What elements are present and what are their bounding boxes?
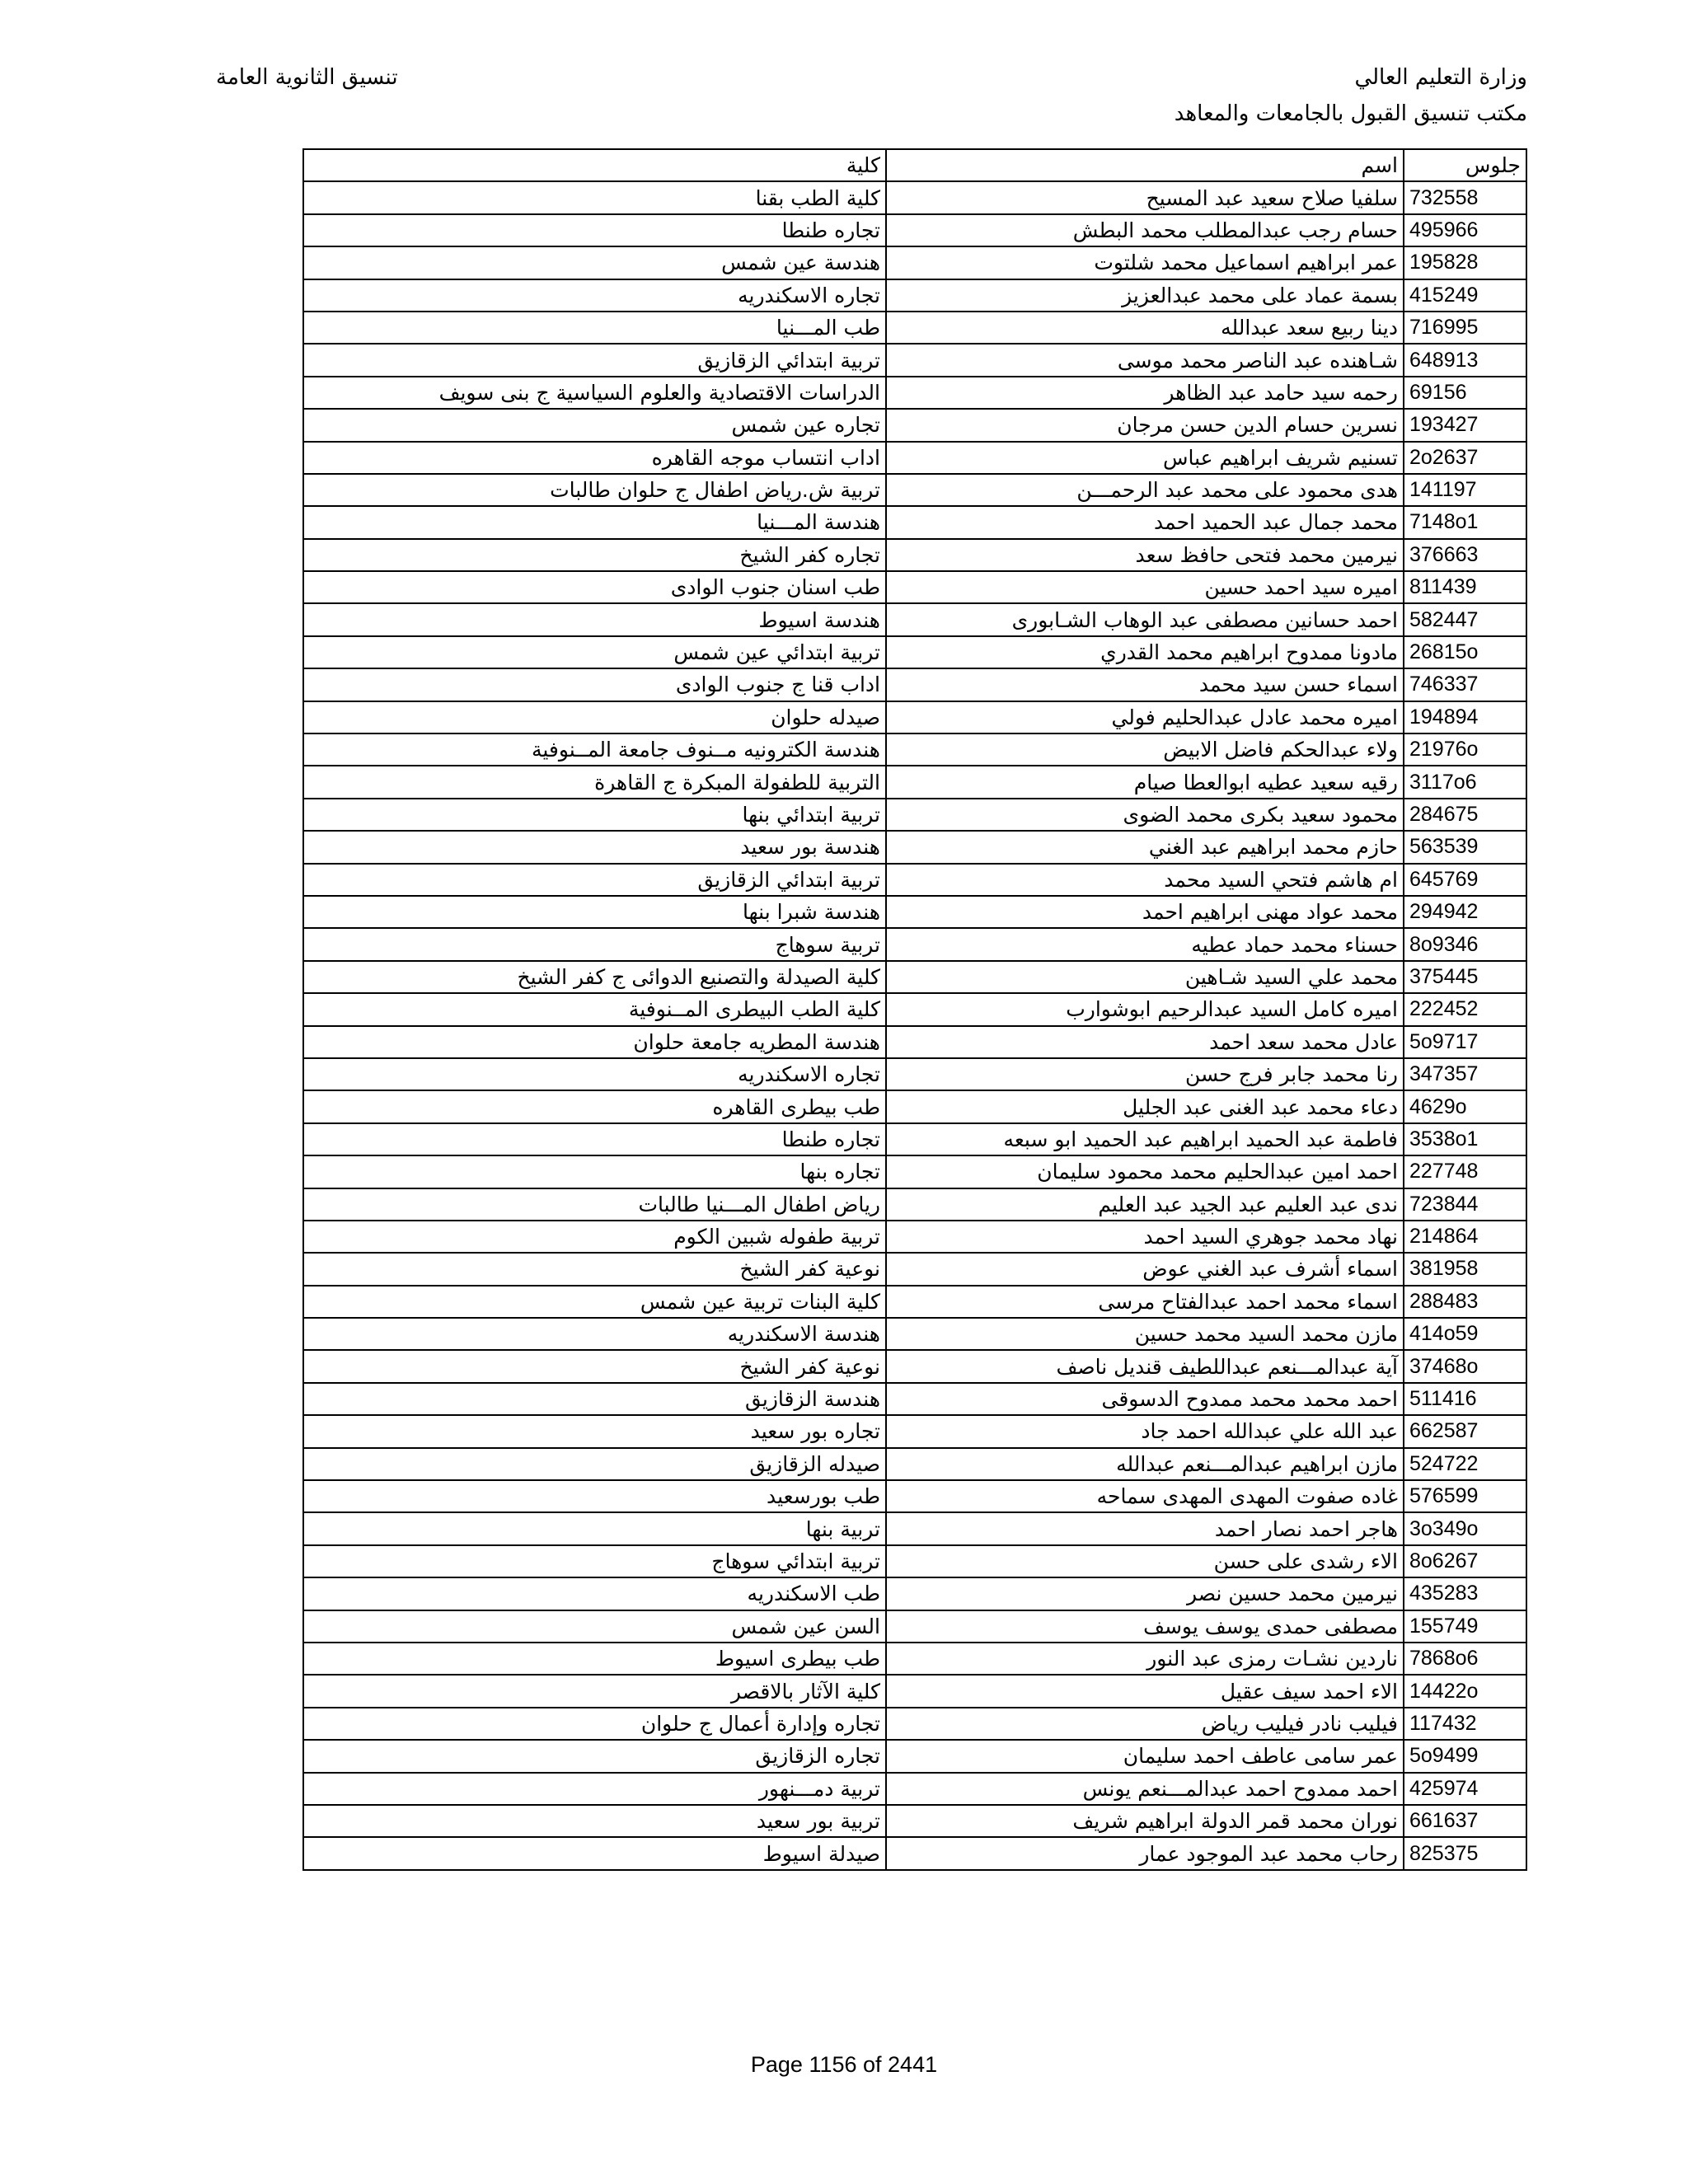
college-cell: رياض اطفال المـــنيا طالبات — [303, 1188, 886, 1221]
college-cell: صيدلة اسيوط — [303, 1837, 886, 1869]
college-cell: هندسة اسيوط — [303, 603, 886, 635]
seat-number-cell: 141197 — [1404, 474, 1526, 506]
college-cell: تجاره الاسكندريه — [303, 1058, 886, 1090]
seat-number-cell: 193427 — [1404, 409, 1526, 441]
student-name-cell: ناردين نشـات رمزى عبد النور — [886, 1643, 1404, 1675]
seat-number-cell: 375445 — [1404, 961, 1526, 993]
college-cell: هندسة بور سعيد — [303, 831, 886, 863]
page-number: Page 1156 of 2441 — [750, 2052, 938, 2077]
student-name-cell: محمد جمال عبد الحميد احمد — [886, 506, 1404, 538]
college-cell: تربية دمـــنهور — [303, 1773, 886, 1805]
student-name-cell: فيليب نادر فيليب رياض — [886, 1708, 1404, 1740]
college-cell: تربية ابتدائي الزقازيق — [303, 344, 886, 376]
college-cell: تجاره عين شمس — [303, 409, 886, 441]
student-name-cell: رنا محمد جابر فرج حسن — [886, 1058, 1404, 1090]
student-name-cell: دعاء محمد عبد الغنى عبد الجليل — [886, 1090, 1404, 1122]
college-cell: تربية ابتدائي الزقازيق — [303, 864, 886, 896]
college-cell: تجاره الاسكندريه — [303, 279, 886, 312]
table-row — [303, 1350, 1526, 1382]
seat-number-cell: 222452 — [1404, 993, 1526, 1025]
college-cell: هندسة المـــنيا — [303, 506, 886, 538]
student-name-cell: رحمه سيد حامد عبد الظاهر — [886, 377, 1404, 409]
table-row — [303, 279, 1526, 312]
seat-number-cell: 495966 — [1404, 214, 1526, 246]
student-name-cell: الاء احمد سيف عقيل — [886, 1675, 1404, 1707]
college-cell: طب بيطرى القاهره — [303, 1090, 886, 1122]
seat-number-cell: 425974 — [1404, 1773, 1526, 1805]
seat-number-cell: 5o9499 — [1404, 1740, 1526, 1772]
college-cell: صيدله حلوان — [303, 701, 886, 733]
college-cell: السن عين شمس — [303, 1610, 886, 1643]
seat-number-cell: 415249 — [1404, 279, 1526, 312]
college-cell: تربية ابتدائي عين شمس — [303, 636, 886, 668]
college-cell: اداب انتساب موجه القاهره — [303, 442, 886, 474]
student-name-cell: شـاهنده عبد الناصر محمد موسى — [886, 344, 1404, 376]
program-title: تنسيق الثانوية العامة — [216, 65, 398, 90]
seat-number-cell: 645769 — [1404, 864, 1526, 896]
table-row — [303, 1090, 1526, 1122]
seat-number-cell: 582447 — [1404, 603, 1526, 635]
college-cell: هندسة عين شمس — [303, 246, 886, 279]
student-name-cell: نسرين حسام الدين حسن مرجان — [886, 409, 1404, 441]
table-row — [303, 506, 1526, 538]
college-cell: تربية ابتدائي بنها — [303, 799, 886, 831]
seat-number-cell: 37468o — [1404, 1350, 1526, 1382]
ministry-title: وزارة التعليم العالي — [1354, 65, 1527, 90]
college-cell: طب المـــنيا — [303, 312, 886, 344]
header-ministry-block — [1175, 59, 1527, 132]
student-name-cell: تسنيم شريف ابراهيم عباس — [886, 442, 1404, 474]
seat-number-cell: 117432 — [1404, 1708, 1526, 1740]
seat-number-cell: 376663 — [1404, 539, 1526, 571]
seat-number-cell: 288483 — [1404, 1286, 1526, 1318]
table-row — [303, 409, 1526, 441]
student-name-cell: عمر سامى عاطف احمد سليمان — [886, 1740, 1404, 1772]
college-cell: طب الاسكندريه — [303, 1577, 886, 1610]
table-row — [303, 701, 1526, 733]
student-name-cell: رقيه سعيد عطيه ابوالعطا صيام — [886, 766, 1404, 798]
table-row — [303, 1188, 1526, 1221]
table-row — [303, 1837, 1526, 1869]
student-name-cell: ندى عبد العليم عبد الجيد عبد العليم — [886, 1188, 1404, 1221]
student-name-cell: نيرمين محمد فتحى حافظ سعد — [886, 539, 1404, 571]
table-row — [303, 312, 1526, 344]
student-name-cell: آية عبدالمـــنعم عبداللطيف قنديل ناصف — [886, 1350, 1404, 1382]
seat-number-cell: 4629o — [1404, 1090, 1526, 1122]
table-row — [303, 864, 1526, 896]
table-row — [303, 1155, 1526, 1188]
table-row — [303, 1221, 1526, 1253]
college-cell: اداب قنا ج جنوب الوادى — [303, 668, 886, 701]
table-row — [303, 1773, 1526, 1805]
column-header-name: اسم — [886, 149, 1404, 181]
college-cell: كلية الطب البيطرى المــنوفية — [303, 993, 886, 1025]
table-row — [303, 1026, 1526, 1058]
seat-number-cell: 746337 — [1404, 668, 1526, 701]
seat-number-cell: 381958 — [1404, 1253, 1526, 1285]
column-header-college: كلية — [303, 149, 886, 181]
college-cell: تجاره طنطا — [303, 214, 886, 246]
seat-number-cell: 5o9717 — [1404, 1026, 1526, 1058]
table-row — [303, 1286, 1526, 1318]
college-cell: التربية للطفولة المبكرة ج القاهرة — [303, 766, 886, 798]
student-name-cell: سلفيا صلاح سعيد عبد المسيح — [886, 181, 1404, 213]
college-cell: نوعية كفر الشيخ — [303, 1350, 886, 1382]
student-name-cell: هدى محمود على محمد عبد الرحمـــن — [886, 474, 1404, 506]
seat-number-cell: 3o349o — [1404, 1512, 1526, 1544]
table-row — [303, 1545, 1526, 1577]
college-cell: تربية سوهاج — [303, 928, 886, 960]
student-name-cell: عادل محمد سعد احمد — [886, 1026, 1404, 1058]
seat-number-cell: 69156 — [1404, 377, 1526, 409]
college-cell: تجاره كفر الشيخ — [303, 539, 886, 571]
college-cell: طب بيطرى اسيوط — [303, 1643, 886, 1675]
seat-number-cell: 294942 — [1404, 896, 1526, 928]
table-row — [303, 539, 1526, 571]
table-row — [303, 603, 1526, 635]
table-row — [303, 1512, 1526, 1544]
student-name-cell: اسماء محمد احمد عبدالفتاح مرسى — [886, 1286, 1404, 1318]
seat-number-cell: 7148o1 — [1404, 506, 1526, 538]
student-name-cell: احمد حسانين مصطفى عبد الوهاب الشـابورى — [886, 603, 1404, 635]
seat-number-cell: 8o9346 — [1404, 928, 1526, 960]
seat-number-cell: 227748 — [1404, 1155, 1526, 1188]
student-name-cell: بسمة عماد على محمد عبدالعزيز — [886, 279, 1404, 312]
table-row — [303, 1448, 1526, 1480]
seat-number-cell: 214864 — [1404, 1221, 1526, 1253]
student-name-cell: نيرمين محمد حسين نصر — [886, 1577, 1404, 1610]
table-row — [303, 442, 1526, 474]
student-name-cell: الاء رشدى على حسن — [886, 1545, 1404, 1577]
seat-number-cell: 414o59 — [1404, 1318, 1526, 1350]
table-row — [303, 1253, 1526, 1285]
student-name-cell: ولاء عبدالحكم فاضل الابيض — [886, 733, 1404, 766]
table-row — [303, 571, 1526, 603]
seat-number-cell: 195828 — [1404, 246, 1526, 279]
seat-number-cell: 3538o1 — [1404, 1123, 1526, 1155]
table-row — [303, 1383, 1526, 1415]
student-name-cell: حازم محمد ابراهيم عبد الغني — [886, 831, 1404, 863]
seat-number-cell: 155749 — [1404, 1610, 1526, 1643]
student-name-cell: غاده صفوت المهدى المهدى سماحه — [886, 1480, 1404, 1512]
college-cell: هندسة المطريه جامعة حلوان — [303, 1026, 886, 1058]
table-row — [303, 1610, 1526, 1643]
table-row — [303, 636, 1526, 668]
seat-number-cell: 26815o — [1404, 636, 1526, 668]
table-row — [303, 799, 1526, 831]
student-name-cell: ام هاشم فتحي السيد محمد — [886, 864, 1404, 896]
seat-number-cell: 21976o — [1404, 733, 1526, 766]
student-name-cell: اسماء حسن سيد محمد — [886, 668, 1404, 701]
seat-number-cell: 661637 — [1404, 1805, 1526, 1837]
table-row — [303, 246, 1526, 279]
student-name-cell: هاجر احمد نصار احمد — [886, 1512, 1404, 1544]
seat-number-cell: 3117o6 — [1404, 766, 1526, 798]
college-cell: كلية الطب بقنا — [303, 181, 886, 213]
college-cell: تجاره بور سعيد — [303, 1415, 886, 1447]
table-row — [303, 1058, 1526, 1090]
student-name-cell: نوران محمد قمر الدولة ابراهيم شريف — [886, 1805, 1404, 1837]
student-name-cell: محمود سعيد بكرى محمد الضوى — [886, 799, 1404, 831]
college-cell: صيدله الزقازيق — [303, 1448, 886, 1480]
college-cell: نوعية كفر الشيخ — [303, 1253, 886, 1285]
seat-number-cell: 14422o — [1404, 1675, 1526, 1707]
college-cell: كلية الصيدلة والتصنيع الدوائى ج كفر الشيخ — [303, 961, 886, 993]
table-row — [303, 474, 1526, 506]
student-name-cell: احمد امين عبدالحليم محمد محمود سليمان — [886, 1155, 1404, 1188]
college-cell: تربية ش.رياض اطفال ج حلوان طالبات — [303, 474, 886, 506]
student-name-cell: محمد علي السيد شـاهين — [886, 961, 1404, 993]
table-row — [303, 1415, 1526, 1447]
table-row — [303, 896, 1526, 928]
table-row — [303, 377, 1526, 409]
seat-number-cell: 576599 — [1404, 1480, 1526, 1512]
student-name-cell: رحاب محمد عبد الموجود عمار — [886, 1837, 1404, 1869]
seat-number-cell: 2o2637 — [1404, 442, 1526, 474]
college-cell: تربية بنها — [303, 1512, 886, 1544]
seat-number-cell: 7868o6 — [1404, 1643, 1526, 1675]
student-name-cell: نهاد محمد جوهري السيد احمد — [886, 1221, 1404, 1253]
college-cell: هندسة الاسكندريه — [303, 1318, 886, 1350]
college-cell: تربية بور سعيد — [303, 1805, 886, 1837]
student-name-cell: احمد ممدوح احمد عبدالمـــنعم يونس — [886, 1773, 1404, 1805]
student-name-cell: عمر ابراهيم اسماعيل محمد شلتوت — [886, 246, 1404, 279]
table-row — [303, 1643, 1526, 1675]
table-row — [303, 1740, 1526, 1772]
seat-number-cell: 284675 — [1404, 799, 1526, 831]
seat-number-cell: 825375 — [1404, 1837, 1526, 1869]
student-name-cell: مصطفى حمدى يوسف يوسف — [886, 1610, 1404, 1643]
college-cell: تجاره الزقازيق — [303, 1740, 886, 1772]
student-name-cell: فاطمة عبد الحميد ابراهيم عبد الحميد ابو سبعه — [886, 1123, 1404, 1155]
college-cell: تجاره بنها — [303, 1155, 886, 1188]
seat-number-cell: 8o6267 — [1404, 1545, 1526, 1577]
seat-number-cell: 194894 — [1404, 701, 1526, 733]
seat-number-cell: 662587 — [1404, 1415, 1526, 1447]
table-row — [303, 1577, 1526, 1610]
seat-number-cell: 723844 — [1404, 1188, 1526, 1221]
table-header-row — [303, 149, 1526, 181]
college-cell: تربية ابتدائي سوهاج — [303, 1545, 886, 1577]
table-row — [303, 928, 1526, 960]
college-cell: هندسة شبرا بنها — [303, 896, 886, 928]
student-name-cell: حسام رجب عبدالمطلب محمد البطش — [886, 214, 1404, 246]
table-row — [303, 668, 1526, 701]
student-name-cell: احمد محمد محمد ممدوح الدسوقى — [886, 1383, 1404, 1415]
table-row — [303, 733, 1526, 766]
table-row — [303, 961, 1526, 993]
table-row — [303, 1123, 1526, 1155]
college-cell: هندسة الزقازيق — [303, 1383, 886, 1415]
student-name-cell: مازن ابراهيم عبدالمـــنعم عبدالله — [886, 1448, 1404, 1480]
seat-number-cell: 648913 — [1404, 344, 1526, 376]
college-cell: هندسة الكترونيه مــنوف جامعة المــنوفية — [303, 733, 886, 766]
table-body — [303, 149, 1526, 1870]
college-cell: الدراسات الاقتصادية والعلوم السياسية ج بنى سويف — [303, 377, 886, 409]
student-name-cell: مادونا ممدوح ابراهيم محمد القدري — [886, 636, 1404, 668]
student-name-cell: اميره كامل السيد عبدالرحيم ابوشوارب — [886, 993, 1404, 1025]
student-name-cell: اسماء أشرف عبد الغني عوض — [886, 1253, 1404, 1285]
college-cell: كلية البنات تربية عين شمس — [303, 1286, 886, 1318]
column-header-seat: جلوس — [1404, 149, 1526, 181]
table-row — [303, 1675, 1526, 1707]
table-row — [303, 766, 1526, 798]
seat-number-cell: 732558 — [1404, 181, 1526, 213]
student-name-cell: اميره محمد عادل عبدالحليم فولي — [886, 701, 1404, 733]
table-row — [303, 1480, 1526, 1512]
table-row — [303, 181, 1526, 213]
student-name-cell: محمد عواد مهنى ابراهيم احمد — [886, 896, 1404, 928]
seat-number-cell: 811439 — [1404, 571, 1526, 603]
college-cell: طب بورسعيد — [303, 1480, 886, 1512]
table-row — [303, 831, 1526, 863]
office-title: مكتب تنسيق القبول بالجامعات والمعاهد — [1174, 101, 1527, 126]
college-cell: تجاره وإدارة أعمال ج حلوان — [303, 1708, 886, 1740]
student-name-cell: اميره سيد احمد حسين — [886, 571, 1404, 603]
student-name-cell: دينا ربيع سعد عبدالله — [886, 312, 1404, 344]
college-cell: تربية طفوله شبين الكوم — [303, 1221, 886, 1253]
seat-number-cell: 716995 — [1404, 312, 1526, 344]
table-row — [303, 1318, 1526, 1350]
student-name-cell: مازن محمد السيد محمد حسين — [886, 1318, 1404, 1350]
college-cell: كلية الآثار بالاقصر — [303, 1675, 886, 1707]
seat-number-cell: 524722 — [1404, 1448, 1526, 1480]
admission-results-table — [302, 148, 1527, 1871]
table-row — [303, 214, 1526, 246]
seat-number-cell: 511416 — [1404, 1383, 1526, 1415]
table-row — [303, 1805, 1526, 1837]
college-cell: تجاره طنطا — [303, 1123, 886, 1155]
seat-number-cell: 347357 — [1404, 1058, 1526, 1090]
college-cell: طب اسنان جنوب الوادى — [303, 571, 886, 603]
student-name-cell: عبد الله علي عبدالله احمد جاد — [886, 1415, 1404, 1447]
table-row — [303, 344, 1526, 376]
seat-number-cell: 435283 — [1404, 1577, 1526, 1610]
seat-number-cell: 563539 — [1404, 831, 1526, 863]
table-row — [303, 1708, 1526, 1740]
student-name-cell: حسناء محمد حماد عطيه — [886, 928, 1404, 960]
table-row — [303, 993, 1526, 1025]
